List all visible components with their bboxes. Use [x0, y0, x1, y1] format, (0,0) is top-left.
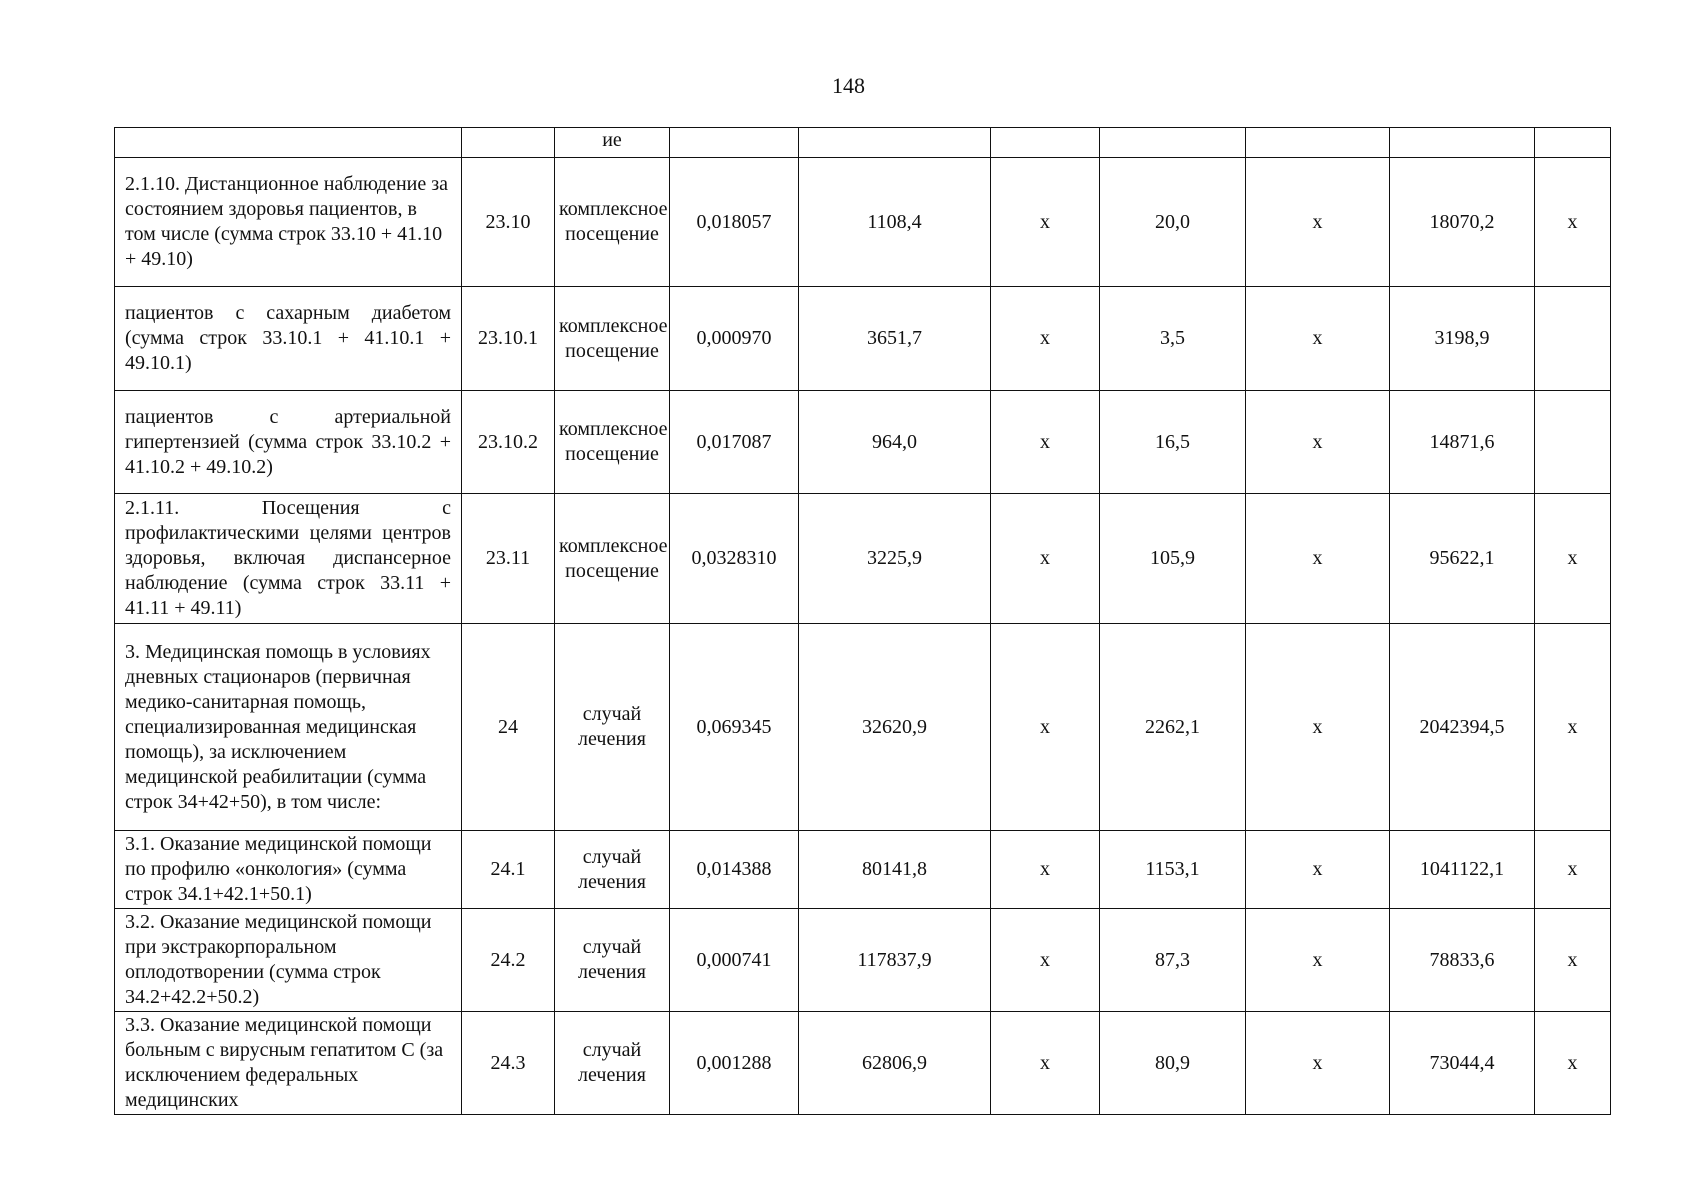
cell-budget-total [1246, 128, 1390, 158]
cell-name: 3.2. Оказание медицинской помощи при экстракорпоральном оплодотворении (сумма строк 34.2+42.2+50.2) [115, 909, 462, 1012]
table-row [115, 494, 1611, 624]
cell-budget-per-capita: х [991, 831, 1100, 909]
cell-oms-total: 73044,4 [1390, 1012, 1535, 1115]
cell-share: х [1535, 831, 1611, 909]
cell-line: 24.3 [462, 1012, 555, 1115]
table-row [115, 158, 1611, 287]
cell-unit: комплексное посещение [555, 494, 670, 624]
cell-name [115, 128, 462, 158]
table-row [115, 624, 1611, 831]
cell-line [462, 128, 555, 158]
cell-norm: 0,000741 [670, 909, 799, 1012]
cell-budget-total: х [1246, 1012, 1390, 1115]
cell-norm: 0,018057 [670, 158, 799, 287]
cell-oms-total: 95622,1 [1390, 494, 1535, 624]
cell-budget-per-capita: х [991, 494, 1100, 624]
cell-norm: 0,017087 [670, 391, 799, 494]
cell-oms-total: 2042394,5 [1390, 624, 1535, 831]
table-row [115, 128, 1611, 158]
cell-unit: случай лечения [555, 1012, 670, 1115]
cell-unit: комплексное посещение [555, 391, 670, 494]
cell-name: пациентов с артериальной гипертензией (сумма строк 33.10.2 + 41.10.2 + 49.10.2) [115, 391, 462, 494]
cell-line: 23.10.2 [462, 391, 555, 494]
table-row [115, 391, 1611, 494]
cell-norm: 0,000970 [670, 287, 799, 391]
cell-oms-total [1390, 128, 1535, 158]
cell-oms-total: 78833,6 [1390, 909, 1535, 1012]
cell-norm: 0,0328310 [670, 494, 799, 624]
cell-cost: 62806,9 [799, 1012, 991, 1115]
cell-share: х [1535, 158, 1611, 287]
cell-oms-total: 14871,6 [1390, 391, 1535, 494]
cell-norm: 0,014388 [670, 831, 799, 909]
cell-unit: случай лечения [555, 624, 670, 831]
cell-cost: 3225,9 [799, 494, 991, 624]
cell-budget-total: х [1246, 624, 1390, 831]
cell-name: 3. Медицинская помощь в условиях дневных стационаров (первичная медико-санитарная помощь, специализированная медицинская помощь), за исключением медицинской реабилитации (сумма строк 34+42+50), в том числе: [115, 624, 462, 831]
cell-share [1535, 128, 1611, 158]
data-table [114, 127, 1611, 1115]
cell-name: 2.1.10. Дистанционное наблюдение за состоянием здоровья пациентов, в том числе (сумма строк 33.10 + 41.10 + 49.10) [115, 158, 462, 287]
cell-name: 3.1. Оказание медицинской помощи по профилю «онкология» (сумма строк 34.1+42.1+50.1) [115, 831, 462, 909]
cell-unit: комплексное посещение [555, 287, 670, 391]
cell-budget-total: х [1246, 494, 1390, 624]
cell-budget-per-capita: х [991, 1012, 1100, 1115]
cell-share [1535, 391, 1611, 494]
cell-oms-total: 3198,9 [1390, 287, 1535, 391]
cell-line: 23.10.1 [462, 287, 555, 391]
cell-norm [670, 128, 799, 158]
cell-share: х [1535, 624, 1611, 831]
cell-budget-total: х [1246, 391, 1390, 494]
table-row [115, 1012, 1611, 1115]
cell-norm: 0,069345 [670, 624, 799, 831]
cell-oms-per-capita [1100, 128, 1246, 158]
cell-line: 23.10 [462, 158, 555, 287]
table-row [115, 909, 1611, 1012]
cell-oms-per-capita: 2262,1 [1100, 624, 1246, 831]
cell-unit: комплексное посещение [555, 158, 670, 287]
cell-unit: случай лечения [555, 909, 670, 1012]
cell-cost [799, 128, 991, 158]
cell-budget-total: х [1246, 287, 1390, 391]
cell-line: 23.11 [462, 494, 555, 624]
cell-oms-per-capita: 1153,1 [1100, 831, 1246, 909]
cell-budget-per-capita [991, 128, 1100, 158]
cell-budget-per-capita: х [991, 287, 1100, 391]
cell-unit: случай лечения [555, 831, 670, 909]
cell-oms-per-capita: 80,9 [1100, 1012, 1246, 1115]
cell-oms-total: 18070,2 [1390, 158, 1535, 287]
cell-oms-per-capita: 20,0 [1100, 158, 1246, 287]
cell-cost: 117837,9 [799, 909, 991, 1012]
page-number: 148 [832, 73, 865, 98]
cell-budget-total: х [1246, 831, 1390, 909]
cell-name: 3.3. Оказание медицинской помощи больным с вирусным гепатитом С (за исключением федеральных медицинских [115, 1012, 462, 1115]
cell-line: 24.1 [462, 831, 555, 909]
cell-cost: 80141,8 [799, 831, 991, 909]
cell-line: 24 [462, 624, 555, 831]
cell-cost: 1108,4 [799, 158, 991, 287]
cell-oms-per-capita: 87,3 [1100, 909, 1246, 1012]
cell-oms-per-capita: 105,9 [1100, 494, 1246, 624]
cell-cost: 32620,9 [799, 624, 991, 831]
cell-budget-total: х [1246, 909, 1390, 1012]
cell-budget-total: х [1246, 158, 1390, 287]
cell-share: х [1535, 494, 1611, 624]
cell-unit: ие [555, 128, 670, 158]
cell-share [1535, 287, 1611, 391]
table-row [115, 831, 1611, 909]
table-row [115, 287, 1611, 391]
cell-oms-per-capita: 16,5 [1100, 391, 1246, 494]
cell-share: х [1535, 909, 1611, 1012]
cell-budget-per-capita: х [991, 158, 1100, 287]
cell-cost: 3651,7 [799, 287, 991, 391]
cell-cost: 964,0 [799, 391, 991, 494]
cell-share: х [1535, 1012, 1611, 1115]
cell-budget-per-capita: х [991, 624, 1100, 831]
cell-line: 24.2 [462, 909, 555, 1012]
cell-budget-per-capita: х [991, 909, 1100, 1012]
cell-norm: 0,001288 [670, 1012, 799, 1115]
cell-budget-per-capita: х [991, 391, 1100, 494]
cell-oms-total: 1041122,1 [1390, 831, 1535, 909]
cell-name: пациентов с сахарным диабетом (сумма строк 33.10.1 + 41.10.1 + 49.10.1) [115, 287, 462, 391]
cell-name: 2.1.11. Посещения с профилактическими целями центров здоровья, включая диспансерное наблюдение (сумма строк 33.11 + 41.11 + 49.11) [115, 494, 462, 624]
cell-oms-per-capita: 3,5 [1100, 287, 1246, 391]
